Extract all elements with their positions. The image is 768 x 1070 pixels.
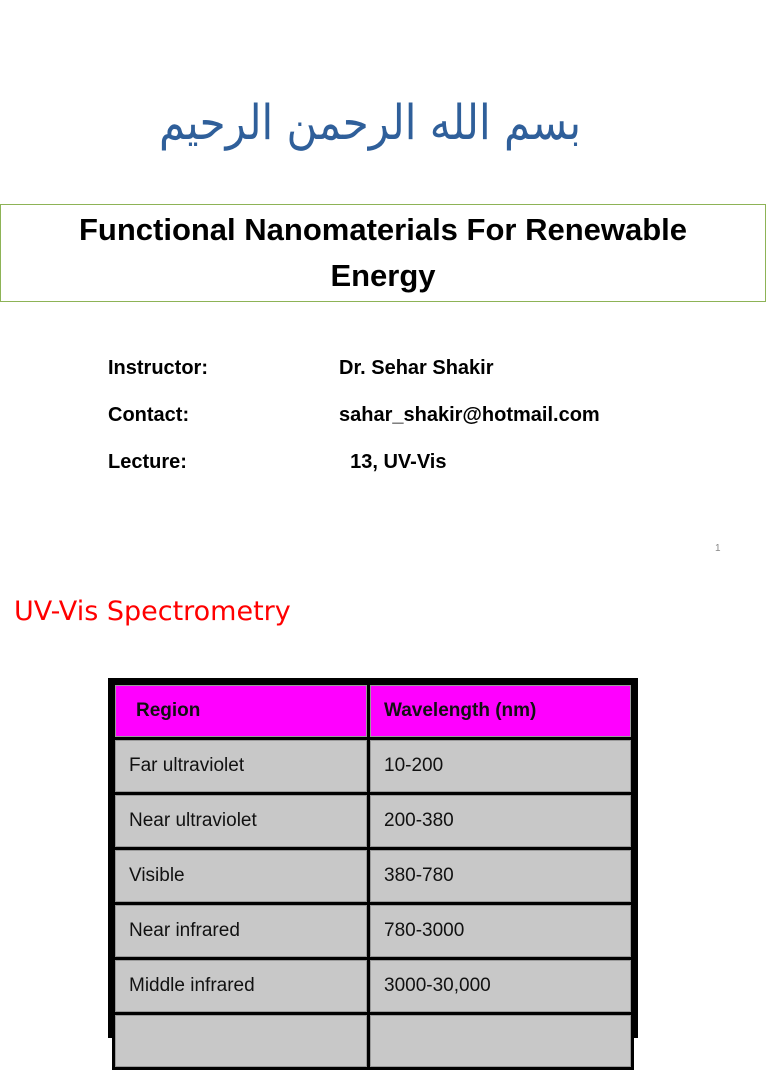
lecture-label: Lecture:	[108, 451, 187, 473]
cell-region: Far ultraviolet	[115, 740, 367, 792]
slide-title: Functional Nanomaterials For Renewable Energy	[78, 212, 688, 293]
instructor-value: Dr. Sehar Shakir	[339, 357, 494, 379]
cell-wavelength: 3000-30,000	[370, 960, 631, 1012]
table-row	[115, 1015, 631, 1067]
cell-region: Visible	[115, 850, 367, 902]
contact-label: Contact:	[108, 404, 190, 426]
cell-region: Near infrared	[115, 905, 367, 957]
region-wavelength-table	[112, 682, 634, 1070]
table-row	[115, 850, 631, 902]
lecture-value: 13, UV-Vis	[339, 451, 447, 473]
title-box	[0, 204, 766, 302]
header-region: Region	[115, 685, 367, 737]
table-header-row	[115, 685, 631, 737]
bismillah-calligraphy	[158, 64, 582, 180]
cell-region	[115, 1015, 367, 1067]
table-row	[115, 960, 631, 1012]
region-table-container	[108, 678, 638, 1038]
header-wavelength: Wavelength (nm)	[370, 685, 631, 737]
table-row	[115, 905, 631, 957]
table-row	[115, 740, 631, 792]
cell-wavelength: 10-200	[370, 740, 631, 792]
cell-region: Middle infrared	[115, 960, 367, 1012]
cell-wavelength: 380-780	[370, 850, 631, 902]
cell-wavelength	[370, 1015, 631, 1067]
cell-wavelength: 780-3000	[370, 905, 631, 957]
table-row	[115, 795, 631, 847]
cell-wavelength: 200-380	[370, 795, 631, 847]
bismillah-text: بسم الله الرحمن الرحيم	[158, 93, 582, 151]
instructor-label: Instructor:	[108, 357, 208, 379]
contact-value: sahar_shakir@hotmail.com	[339, 404, 600, 426]
cell-region: Near ultraviolet	[115, 795, 367, 847]
page-number: 1	[715, 543, 721, 554]
section-title: UV-Vis Spectrometry	[14, 596, 291, 627]
